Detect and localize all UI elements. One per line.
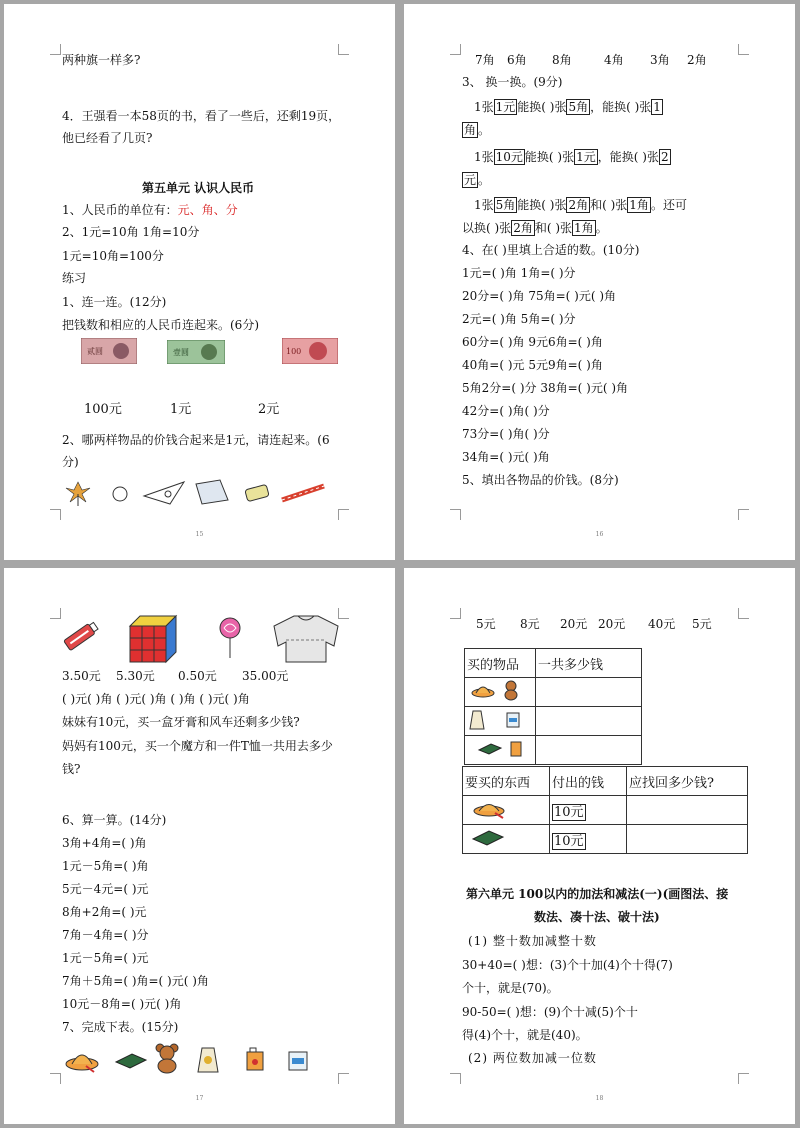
juice-box-icon bbox=[244, 1046, 266, 1072]
note-box: 1角 bbox=[574, 221, 594, 235]
unit6-title-line2: 数法、凑十法、破十法) bbox=[534, 910, 660, 924]
hat-and-teddy-icon bbox=[467, 678, 527, 702]
hat-icon bbox=[465, 796, 515, 820]
q3-tail: 两种旗一样多? bbox=[62, 53, 141, 67]
calc-row: 8角+2角=( )元 bbox=[62, 905, 147, 919]
items-cell bbox=[463, 796, 550, 825]
paid-value: 10元 bbox=[554, 804, 584, 820]
price-blanks: ( )元( )角 ( )元( )角 ( )角 ( )元( )角 bbox=[62, 692, 250, 706]
table-header-row bbox=[465, 649, 642, 678]
price-label: 6角 bbox=[507, 53, 527, 67]
crop-mark bbox=[50, 44, 61, 55]
exchange-3-cont: 以换( )张 2角 和( )张 1角 。 bbox=[462, 221, 608, 235]
change-table bbox=[462, 766, 748, 854]
item-price: 35.00元 bbox=[242, 669, 289, 683]
items-cell bbox=[465, 678, 536, 707]
q5-title: 5、填出各物品的价钱。(8分) bbox=[462, 473, 619, 487]
crop-mark bbox=[450, 1073, 461, 1084]
fill-row: 42分=( )角( )分 bbox=[462, 404, 550, 418]
q2-line2: 分) bbox=[62, 455, 79, 469]
crop-mark bbox=[450, 509, 461, 520]
unit5-title: 第五单元 认识人民币 bbox=[142, 181, 255, 195]
calc-row: 1元－5角=( )角 bbox=[62, 859, 149, 873]
crop-mark bbox=[738, 44, 749, 55]
fill-row: 40角=( )元 5元9角=( )角 bbox=[462, 358, 603, 372]
price-label: 40元 bbox=[648, 617, 676, 631]
price-label: 20元 bbox=[598, 617, 626, 631]
q3-title: 3、 换一换。(9分) bbox=[462, 75, 563, 89]
crop-mark bbox=[450, 608, 461, 619]
calc-row: 7角－4角=( )分 bbox=[62, 928, 149, 942]
unit6-title-line1: 第六单元 100以内的加法和减法(一)(画图法、接 bbox=[466, 887, 729, 901]
practice-label: 练习 bbox=[62, 271, 87, 285]
note-box: 角 bbox=[464, 123, 477, 137]
word-problem-2-cont: 钱? bbox=[62, 762, 81, 776]
lollipop-icon bbox=[216, 616, 244, 660]
price-label: 4角 bbox=[604, 53, 624, 67]
bag-icon bbox=[194, 1042, 222, 1074]
note-box: 2 bbox=[660, 150, 669, 164]
price-label: 7角 bbox=[475, 53, 495, 67]
exchange-3: 1张 5角 能换( )张 2角 和( )张 1角 。还可 bbox=[474, 198, 687, 212]
answer-cell[interactable] bbox=[536, 707, 642, 736]
bill-1: 1元 bbox=[170, 402, 192, 417]
page-number: 15 bbox=[195, 531, 204, 538]
fill-row: 1元=( )角 1角=( )分 bbox=[462, 266, 576, 280]
book-and-juice-icon bbox=[467, 736, 527, 760]
example-a-line1: 30+40=( )想：(3)个十加(4)个十得(7) bbox=[462, 958, 673, 972]
q4-title: 4、在( )里填上合适的数。(10分) bbox=[462, 243, 640, 257]
calc-row: 5元－4元=( )元 bbox=[62, 882, 149, 896]
book-icon bbox=[465, 825, 515, 849]
table-header: 一共多少钱 bbox=[536, 649, 642, 678]
bill-100: 100元 bbox=[84, 402, 122, 417]
two-yuan-note-image bbox=[81, 338, 137, 364]
fill-row: 5角2分=( )分 38角=( )元( )角 bbox=[462, 381, 628, 395]
conversion-1: 2、1元=10角 1角=10分 bbox=[62, 225, 200, 239]
calc-row: 1元－5角=( )元 bbox=[62, 951, 149, 965]
calc-row: 3角+4角=( )角 bbox=[62, 836, 147, 850]
q6-title: 6、算一算。(14分) bbox=[62, 813, 167, 827]
hundred-yuan-note-text: 100 bbox=[286, 347, 302, 356]
one-yuan-note-image bbox=[167, 340, 225, 364]
price-label: 5元 bbox=[692, 617, 712, 631]
table-row bbox=[463, 825, 748, 854]
price-label: 2角 bbox=[687, 53, 707, 67]
bag-and-milk-icon bbox=[467, 707, 527, 731]
page-number: 17 bbox=[195, 1095, 204, 1102]
answer-cell[interactable] bbox=[536, 736, 642, 765]
note-box: 1 bbox=[653, 100, 661, 114]
table-row bbox=[465, 707, 642, 736]
paid-cell bbox=[550, 796, 627, 825]
q1-title: 1、连一连。(12分) bbox=[62, 295, 167, 309]
q4-line1: 4．王强看一本58页的书，看了一些后，还剩19页， bbox=[62, 109, 341, 123]
note-box: 10元 bbox=[495, 150, 523, 164]
note-box: 1角 bbox=[629, 198, 649, 212]
item-price: 3.50元 bbox=[62, 669, 101, 683]
note-box: 5角 bbox=[495, 198, 516, 212]
answer-cell[interactable] bbox=[627, 796, 748, 825]
table-row bbox=[463, 796, 748, 825]
units-line bbox=[62, 202, 238, 218]
page-number: 18 bbox=[595, 1095, 604, 1102]
pinwheel-icon bbox=[64, 478, 92, 506]
fill-row: 20分=( )角 75角=( )元( )角 bbox=[462, 289, 616, 303]
q7-title: 7、完成下表。(15分) bbox=[62, 1020, 179, 1034]
fill-row: 73分=( )角( )分 bbox=[462, 427, 550, 441]
sharpener-icon bbox=[244, 484, 270, 502]
sweater-icon bbox=[272, 612, 340, 664]
page-17 bbox=[4, 568, 395, 1124]
crop-mark bbox=[738, 509, 749, 520]
word-problem-2: 妈妈有100元，买一个魔方和一件T恤一共用去多少 bbox=[62, 739, 333, 753]
fill-row: 60分=( )角 9元6角=( )角 bbox=[462, 335, 603, 349]
exchange-1: 1张 1元 能换( )张 5角 ，能换( )张 1 bbox=[474, 100, 661, 114]
items-cell bbox=[465, 707, 536, 736]
price-label: 3角 bbox=[650, 53, 670, 67]
purchase-total-table bbox=[464, 648, 642, 765]
note-box: 2角 bbox=[513, 221, 533, 235]
bill-2: 2元 bbox=[258, 402, 280, 417]
price-label: 20元 bbox=[560, 617, 588, 631]
example-b-line1: 90-50=( )想：(9)个十减(5)个十 bbox=[462, 1005, 638, 1019]
exchange-2-cont: 元 。 bbox=[464, 173, 491, 187]
item-price: 5.30元 bbox=[116, 669, 155, 683]
page-16 bbox=[404, 4, 795, 560]
eraser-icon bbox=[192, 478, 232, 506]
example-b-line2: 得(4)个十，就是(40)。 bbox=[462, 1028, 588, 1042]
crop-mark bbox=[50, 509, 61, 520]
page-number: 16 bbox=[595, 531, 604, 538]
ball-icon bbox=[110, 484, 130, 504]
calc-row: 7角＋5角=( )角=( )元( )角 bbox=[62, 974, 209, 988]
section-2: (2) 两位数加减一位数 bbox=[468, 1051, 597, 1065]
paid-cell bbox=[550, 825, 627, 854]
price-label: 8元 bbox=[520, 617, 540, 631]
units-red: 元、角、分 bbox=[177, 203, 238, 217]
crop-mark bbox=[450, 44, 461, 55]
crop-mark bbox=[738, 608, 749, 619]
crop-mark bbox=[338, 509, 349, 520]
hat-icon bbox=[64, 1044, 100, 1074]
q1-sub: 把钱数和相应的人民币连起来。(6分) bbox=[62, 318, 259, 332]
exchange-1-cont: 角 。 bbox=[464, 123, 491, 137]
units-prefix: 1、人民币的单位有： bbox=[62, 203, 178, 217]
rubiks-cube-icon bbox=[126, 612, 178, 664]
items-cell bbox=[465, 736, 536, 765]
note-box: 2角 bbox=[568, 198, 589, 212]
answer-cell[interactable] bbox=[536, 678, 642, 707]
note-box: 5角 bbox=[568, 100, 589, 114]
table-row bbox=[465, 736, 642, 765]
two-yuan-note-text: 贰圆 bbox=[87, 347, 103, 356]
table-header: 要买的东西 bbox=[463, 767, 550, 796]
calc-row: 10元－8角=( )元( )角 bbox=[62, 997, 182, 1011]
items-cell bbox=[463, 825, 550, 854]
paid-value: 10元 bbox=[554, 833, 584, 849]
table-header: 应找回多少钱? bbox=[627, 767, 748, 796]
pencil-icon bbox=[280, 482, 326, 504]
hundred-yuan-note-image bbox=[282, 338, 338, 364]
word-problem-1: 妹妹有10元，买一盒牙膏和风车还剩多少钱? bbox=[62, 715, 300, 729]
note-box: 元 bbox=[464, 173, 477, 187]
toothpaste-icon bbox=[60, 616, 102, 656]
crop-mark bbox=[50, 1073, 61, 1084]
fill-row: 2元=( )角 5角=( )分 bbox=[462, 312, 576, 326]
crop-mark bbox=[338, 44, 349, 55]
table-row bbox=[465, 678, 642, 707]
note-box: 1元 bbox=[495, 100, 516, 114]
exchange-2: 1张 10元 能换( )张 1元 ，能换( )张 2 bbox=[474, 150, 669, 164]
price-label: 8角 bbox=[552, 53, 572, 67]
page-18 bbox=[404, 568, 795, 1124]
milk-carton-icon bbox=[286, 1046, 310, 1072]
page-15 bbox=[4, 4, 395, 560]
answer-cell[interactable] bbox=[627, 825, 748, 854]
one-yuan-note-text: 壹圆 bbox=[173, 348, 189, 357]
crop-mark bbox=[338, 1073, 349, 1084]
note-box: 1元 bbox=[576, 150, 596, 164]
price-label: 5元 bbox=[476, 617, 496, 631]
table-header: 付出的钱 bbox=[550, 767, 627, 796]
q2-line1: 2、哪两样物品的价钱合起来是1元，请连起来。(6 bbox=[62, 433, 330, 447]
crop-mark bbox=[738, 1073, 749, 1084]
q4-line2: 他已经看了几页? bbox=[62, 131, 153, 145]
table-header-row bbox=[463, 767, 748, 796]
section-1: (1) 整十数加减整十数 bbox=[468, 934, 597, 948]
book-icon bbox=[114, 1052, 148, 1070]
table-header: 买的物品 bbox=[465, 649, 536, 678]
item-price: 0.50元 bbox=[178, 669, 217, 683]
example-a-line2: 个十，就是(70)。 bbox=[462, 981, 559, 995]
teddy-bear-icon bbox=[152, 1042, 182, 1074]
conversion-2: 1元=10角=100分 bbox=[62, 249, 164, 263]
fill-row: 34角=( )元( )角 bbox=[462, 450, 550, 464]
set-square-icon bbox=[142, 478, 186, 506]
